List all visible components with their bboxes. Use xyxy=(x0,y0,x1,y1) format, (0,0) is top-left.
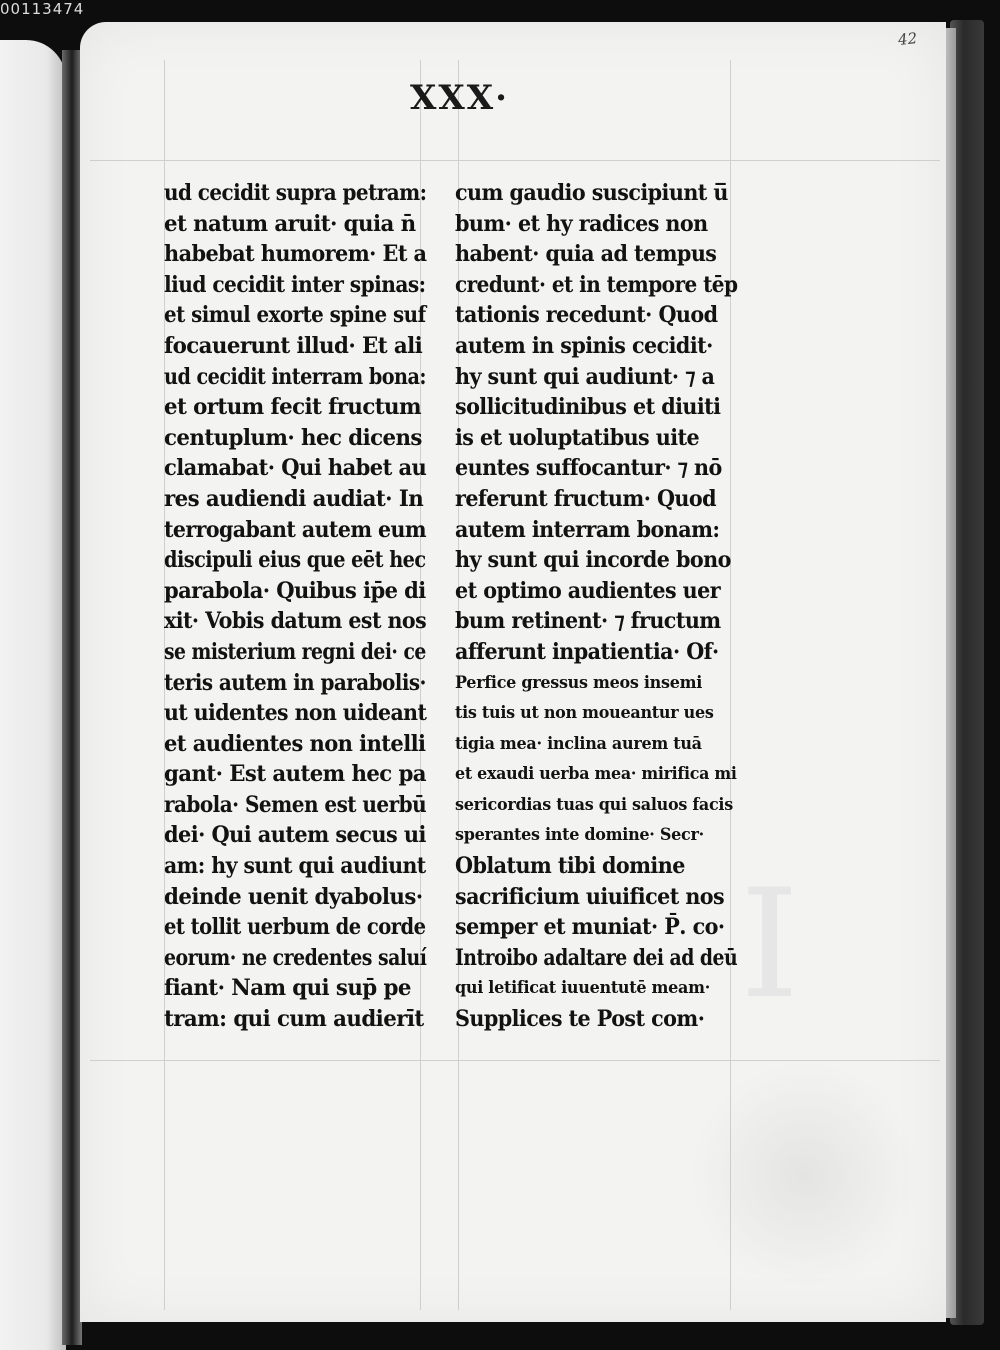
text-line: Supplices te Post com· xyxy=(455,1006,705,1033)
text-line: rabola· Semen est uerbū xyxy=(164,791,427,818)
text-line: liud cecidit inter spinas: xyxy=(164,271,426,298)
text-line: euntes suffocantur· ⁊ nō xyxy=(455,455,722,482)
text-line: et optimo audientes uer xyxy=(455,577,721,604)
text-line: et simul exorte spine suf xyxy=(164,302,426,329)
text-line: tis tuis ut non moueantur ues xyxy=(455,703,714,724)
text-line: bum· et hy radices non xyxy=(455,210,708,237)
page-stain xyxy=(690,1060,920,1290)
text-line: habebat humorem· Et a xyxy=(164,241,427,268)
text-line: tram: qui cum audierīt xyxy=(164,1006,424,1033)
text-line: et ortum fecit fructum xyxy=(164,394,421,421)
text-line: clamabat· Qui habet au xyxy=(164,455,427,482)
text-line: am: hy sunt qui audiunt xyxy=(164,853,426,880)
text-line: deinde uenit dyabolus· xyxy=(164,883,423,910)
text-line: eorum· ne credentes saluí xyxy=(164,944,427,971)
text-line: et natum aruit· quia n̄ xyxy=(164,210,416,237)
text-line: gant· Est autem hec pa xyxy=(164,761,426,788)
ruling-line xyxy=(90,160,940,161)
text-line: referunt fructum· Quod xyxy=(455,485,717,512)
text-line: Oblatum tibi domine xyxy=(455,853,685,880)
text-line: autem in spinis cecidit· xyxy=(455,332,713,359)
text-line: hy sunt qui audiunt· ⁊ a xyxy=(455,363,715,390)
text-line: fiant· Nam qui sup̄ pe xyxy=(164,975,411,1002)
text-line: terrogabant autem eum xyxy=(164,516,427,543)
text-line: afferunt inpatientia· Of· xyxy=(455,638,719,665)
text-line: hy sunt qui incorde bono xyxy=(455,547,731,574)
text-line: et audientes non intelli xyxy=(164,730,426,757)
text-line: Introibo adaltare dei ad deū xyxy=(455,944,738,971)
text-line: tationis recedunt· Quod xyxy=(455,302,718,329)
text-line: sericordias tuas qui saluos facis xyxy=(455,794,733,815)
text-line: res audiendi audiat· In xyxy=(164,485,424,512)
left-text-column xyxy=(164,178,434,1035)
text-line: parabola· Quibus ip̄e di xyxy=(164,577,426,604)
text-line: credunt· et in tempore tēp xyxy=(455,271,738,298)
text-line: discipuli eius que eēt hec xyxy=(164,547,426,574)
text-line: sacrificium uiuificet nos xyxy=(455,883,725,910)
text-line: focauerunt illud· Et ali xyxy=(164,332,423,359)
archive-id-label: 00113474 xyxy=(0,0,85,18)
text-line: ut uidentes non uideant xyxy=(164,700,427,727)
running-head: XXX· xyxy=(410,78,509,118)
text-line: Perfice gressus meos insemi xyxy=(455,672,703,693)
book-gutter xyxy=(62,50,82,1345)
show-through-initial: I xyxy=(740,858,800,1032)
text-line: tigia mea· inclina aurem tuā xyxy=(455,733,702,754)
text-line: bum retinent· ⁊ fructum xyxy=(455,608,721,635)
text-line: et tollit uerbum de corde xyxy=(164,914,426,941)
text-line: teris autem in parabolis· xyxy=(164,669,426,696)
text-line: sollicitudinibus et diuiti xyxy=(455,394,721,421)
text-line: et exaudi uerba mea· mirifica mi xyxy=(455,764,737,785)
text-line: centuplum· hec dicens xyxy=(164,424,422,451)
text-line: semper et muniat· P̄. co· xyxy=(455,914,725,941)
previous-leaf-edge xyxy=(0,40,66,1350)
folio-number: 42 xyxy=(897,29,918,49)
text-line: habent· quia ad tempus xyxy=(455,241,717,268)
text-line: ud cecidit interram bona: xyxy=(164,363,426,390)
right-text-column xyxy=(455,178,755,1035)
text-line: xit· Vobis datum est nos xyxy=(164,608,427,635)
text-line: autem interram bonam: xyxy=(455,516,720,543)
text-line: dei· Qui autem secus ui xyxy=(164,822,426,849)
text-line: ud cecidit supra petram: xyxy=(164,180,427,206)
text-line: is et uoluptatibus uite xyxy=(455,424,700,451)
text-line: se misterium regni dei· ce xyxy=(164,638,426,665)
text-line: qui letificat iuuentutē meam· xyxy=(455,978,711,999)
text-line: cum gaudio suscipiunt u̅ xyxy=(455,180,728,206)
text-line: sperantes inte domine· Secr· xyxy=(455,825,704,846)
